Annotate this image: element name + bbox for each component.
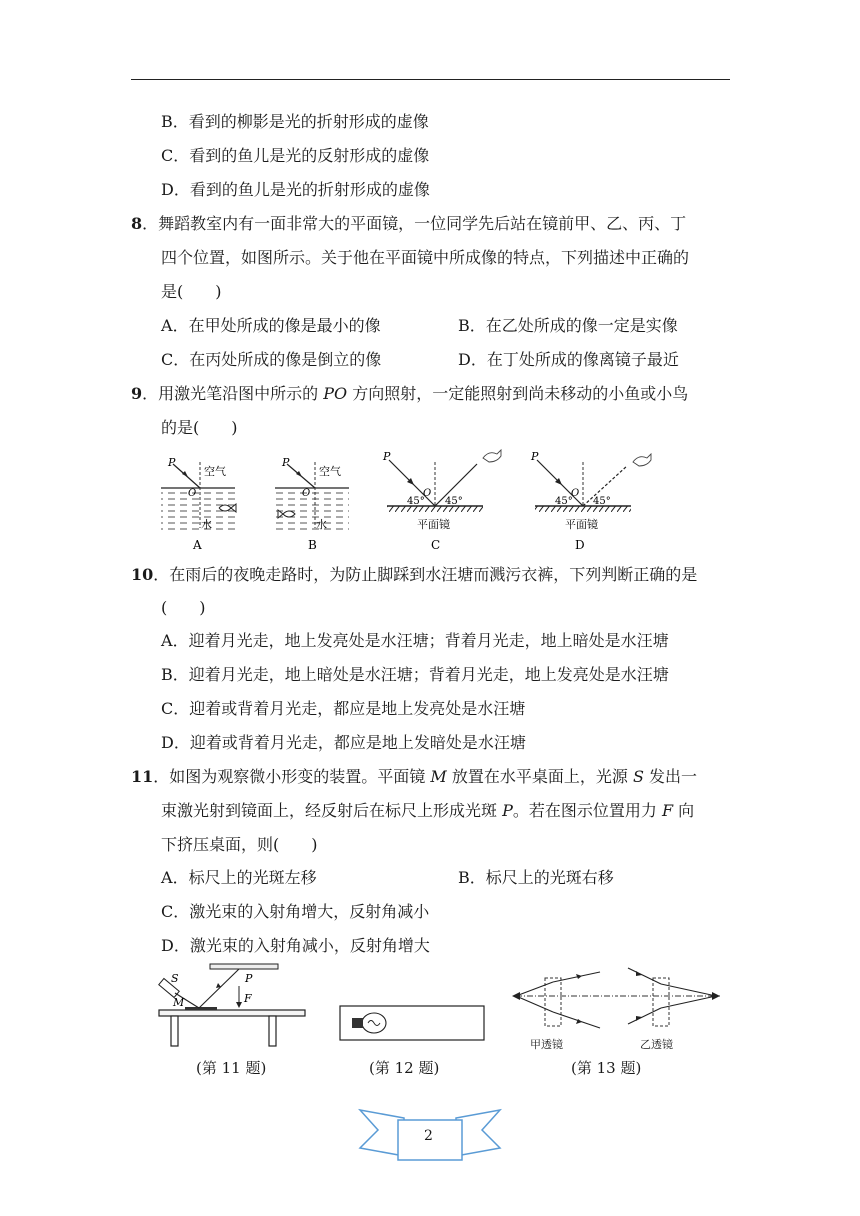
svg-text:P: P [383,450,391,463]
svg-text:D: D [575,538,585,552]
q9-panel-c [382,450,501,552]
svg-text:C: C [431,538,441,552]
svg-text:空气: 空气 [319,465,341,478]
q10-stem-line1: 10．在雨后的夜晚走路时，为防止脚踩到水汪塘而溅污衣裤，下列判断正确的是 [131,565,698,584]
q9-panel-b [275,456,349,552]
svg-text:P: P [531,450,539,463]
svg-text:F: F [244,992,252,1005]
caption-fig12: (第 12 题) [369,1059,440,1077]
q9-panel-a [161,456,236,552]
q9-panel-d [530,450,651,552]
q9-stem-line1: 9．用激光笔沿图中所示的 PO 方向照射，一定能照射到尚未移动的小鱼或小鸟 [131,384,689,403]
svg-text:P: P [282,456,290,469]
svg-text:B: B [308,538,317,552]
q10-option-d: D．迎着或背着月光走，都应是地上发暗处是水汪塘 [161,733,526,752]
q8-option-d: D．在丁处所成的像离镜子最近 [458,350,679,369]
q8-option-a: A．在甲处所成的像是最小的像 [161,316,381,335]
svg-text:空气: 空气 [204,465,226,478]
q11-stem-line2: 束激光射到镜面上，经反射后在标尺上形成光斑 P。若在图示位置用力 F 向 [161,801,695,820]
q7-option-d: D．看到的鱼儿是光的折射形成的虚像 [161,180,430,199]
svg-text:A: A [193,538,202,552]
q10-option-b: B．迎着月光走，地上暗处是水汪塘；背着月光走，地上发亮处是水汪塘 [161,665,669,684]
q7-option-c: C．看到的鱼儿是光的反射形成的虚像 [161,146,430,165]
svg-text:平面镜: 平面镜 [417,518,450,531]
q10-stem-line2: ( ) [161,598,206,617]
svg-text:M: M [173,996,185,1009]
fig12-bulb-box [338,1000,486,1046]
svg-text:平面镜: 平面镜 [565,518,598,531]
svg-text:45°: 45° [593,496,611,507]
svg-text:P: P [245,972,253,985]
svg-text:水: 水 [316,518,327,531]
lens-b-label: 乙透镜 [640,1038,673,1051]
q11-option-d: D．激光束的入射角减小，反射角增大 [161,936,430,955]
caption-fig13: (第 13 题) [571,1059,642,1077]
q8-option-c: C．在丙处所成的像是倒立的像 [161,350,382,369]
header-rule [131,79,730,80]
svg-text:O: O [188,488,197,499]
svg-text:S: S [171,972,179,985]
lens-a-diagram [512,972,618,1028]
q11-option-a: A．标尺上的光斑左移 [161,868,317,887]
q8-stem-line2: 四个位置，如图所示。关于他在平面镜中所成像的特点，下列描述中正确的 [161,248,690,267]
caption-fig11: (第 11 题) [196,1059,267,1077]
q9-figure [155,448,665,552]
q7-option-b: B．看到的柳影是光的折射形成的虚像 [161,112,429,131]
q11-stem-line3: 下挤压桌面，则( ) [161,835,318,854]
q10-option-c: C．迎着或背着月光走，都应是地上发亮处是水汪塘 [161,699,526,718]
q11-option-b: B．标尺上的光斑右移 [458,868,614,887]
svg-text:O: O [423,488,432,499]
svg-text:45°: 45° [555,496,573,507]
svg-text:O: O [571,488,580,499]
svg-text:45°: 45° [445,496,463,507]
q9-stem-line2: 的是( ) [161,418,238,437]
q8-stem-line1: 8．舞蹈教室内有一面非常大的平面镜，一位同学先后站在镜前甲、乙、丙、丁 [131,214,687,233]
svg-text:水: 水 [201,518,212,531]
q11-option-c: C．激光束的入射角增大，反射角减小 [161,902,430,921]
svg-text:P: P [168,456,176,469]
svg-text:O: O [302,488,311,499]
q11-stem-line1: 11．如图为观察微小形变的装置。平面镜 M 放置在水平桌面上，光源 S 发出一 [131,767,698,786]
q8-option-b: B．在乙处所成的像一定是实像 [458,316,678,335]
lens-a-label: 甲透镜 [530,1038,563,1051]
q10-option-a: A．迎着月光走，地上发亮处是水汪塘；背着月光走，地上暗处是水汪塘 [161,631,669,650]
page-number: 2 [424,1128,433,1144]
fig11-deformation-apparatus [155,962,310,1048]
q8-stem-line3: 是( ) [161,282,222,301]
lens-b-diagram [620,968,720,1026]
svg-text:45°: 45° [407,496,425,507]
